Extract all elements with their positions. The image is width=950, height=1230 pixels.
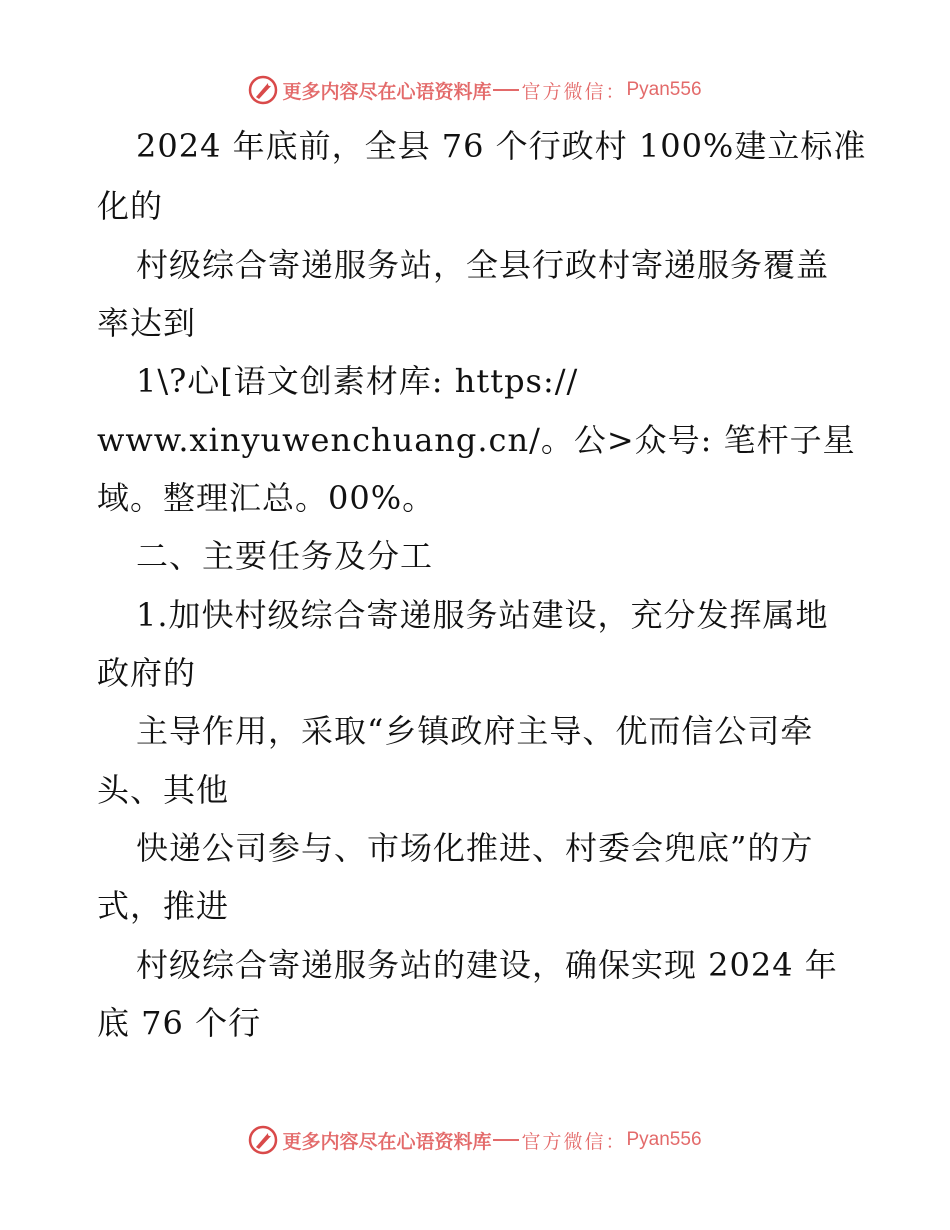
body-line-2: 化的 [97, 187, 164, 225]
footer-banner-text: 更多内容尽在心语资料库 [282, 1130, 492, 1153]
body-line-3: 村级综合寄递服务站，全县行政村寄递服务覆盖 [136, 246, 830, 284]
body-line-16: 底 76 个行 [97, 1004, 262, 1042]
header-banner-text: 更多内容尽在心语资料库 [282, 80, 492, 103]
footer-banner-sub: 官方微信： [521, 1130, 627, 1153]
body-line-13: 快递公司参与、市场化推进、村委会兜底”的方 [136, 829, 814, 867]
footer-banner-id: Pyan556 [626, 1129, 702, 1150]
quill-logo-icon [248, 75, 278, 105]
body-line-12: 头、其他 [97, 771, 230, 809]
section-heading: 二、主要任务及分工 [136, 537, 434, 575]
body-line-15: 村级综合寄递服务站的建设，确保实现 2024 年 [136, 946, 838, 984]
header-banner [0, 70, 950, 110]
footer-banner-dash [493, 1139, 519, 1141]
body-line-6: www.xinyuwenchuang.cn/。公>众号: 笔杆子星 [97, 421, 856, 459]
body-line-1: 2024 年底前，全县 76 个行政村 100%建立标准 [136, 127, 867, 165]
quill-logo-icon [248, 1125, 278, 1155]
body-line-14: 式，推进 [97, 887, 230, 925]
body-line-10: 政府的 [97, 654, 197, 692]
body-line-11: 主导作用，采取“乡镇政府主导、优而信公司牵 [136, 712, 814, 750]
body-line-5: 1\?心[语文创素材库: https:// [136, 362, 579, 400]
body-line-4: 率达到 [97, 304, 197, 342]
header-banner-id: Pyan556 [626, 79, 702, 100]
body-line-7: 域。整理汇总。00%。 [97, 479, 436, 517]
header-banner-dash [493, 89, 519, 91]
footer-banner [0, 1120, 950, 1160]
body-line-9: 1.加快村级综合寄递服务站建设，充分发挥属地 [136, 596, 829, 634]
header-banner-sub: 官方微信： [521, 80, 627, 103]
